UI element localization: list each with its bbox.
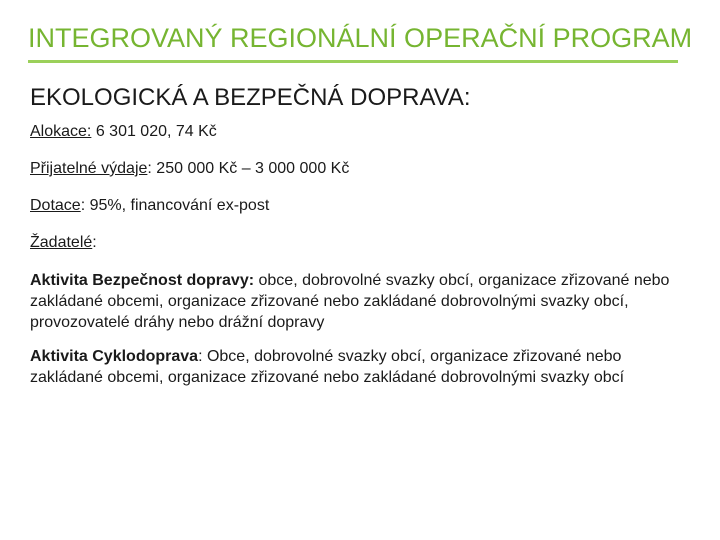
dotace-line	[30, 196, 680, 216]
activity-name: Aktivita Bezpečnost dopravy:	[30, 272, 255, 289]
program-title: INTEGROVANÝ REGIONÁLNÍ OPERAČNÍ PROGRAM	[28, 23, 693, 53]
activity-name: Aktivita Cyklodoprava	[30, 348, 199, 365]
alokace-label: Alokace:	[30, 123, 92, 140]
slide-header	[28, 20, 693, 56]
zadatele-line	[30, 233, 680, 253]
slide-content	[30, 80, 680, 401]
activity-paragraph	[30, 346, 680, 388]
activity-text: obce, dobrovolné svazky obcí, organizace zřizované nebo zakládané obcemi, organizace zřizované nebo zakládané dobrovolnými svazky obcí, provozovatelé dráhy nebo drážní dopravy	[30, 272, 670, 331]
section-title: EKOLOGICKÁ A BEZPEČNÁ DOPRAVA:	[30, 84, 471, 111]
alokace-value: 6 301 020, 74 Kč	[91, 123, 217, 140]
header-divider	[28, 60, 678, 63]
activity-paragraph	[30, 270, 680, 333]
vydaje-label: Přijatelné výdaje	[30, 160, 148, 177]
activity-text: : Obce, dobrovolné svazky obcí, organizace zřizované nebo zakládané obcemi, organizace zřizované nebo zakládané dobrovolnými svazky obcí	[30, 348, 625, 386]
zadatele-value: :	[92, 234, 97, 251]
dotace-label: Dotace	[30, 197, 81, 214]
vydaje-value: : 250 000 Kč – 3 000 000 Kč	[147, 160, 350, 177]
dotace-value: : 95%, financování ex-post	[80, 197, 270, 214]
zadatele-label: Žadatelé	[30, 234, 93, 251]
alokace-line	[30, 122, 680, 142]
vydaje-line	[30, 159, 680, 179]
